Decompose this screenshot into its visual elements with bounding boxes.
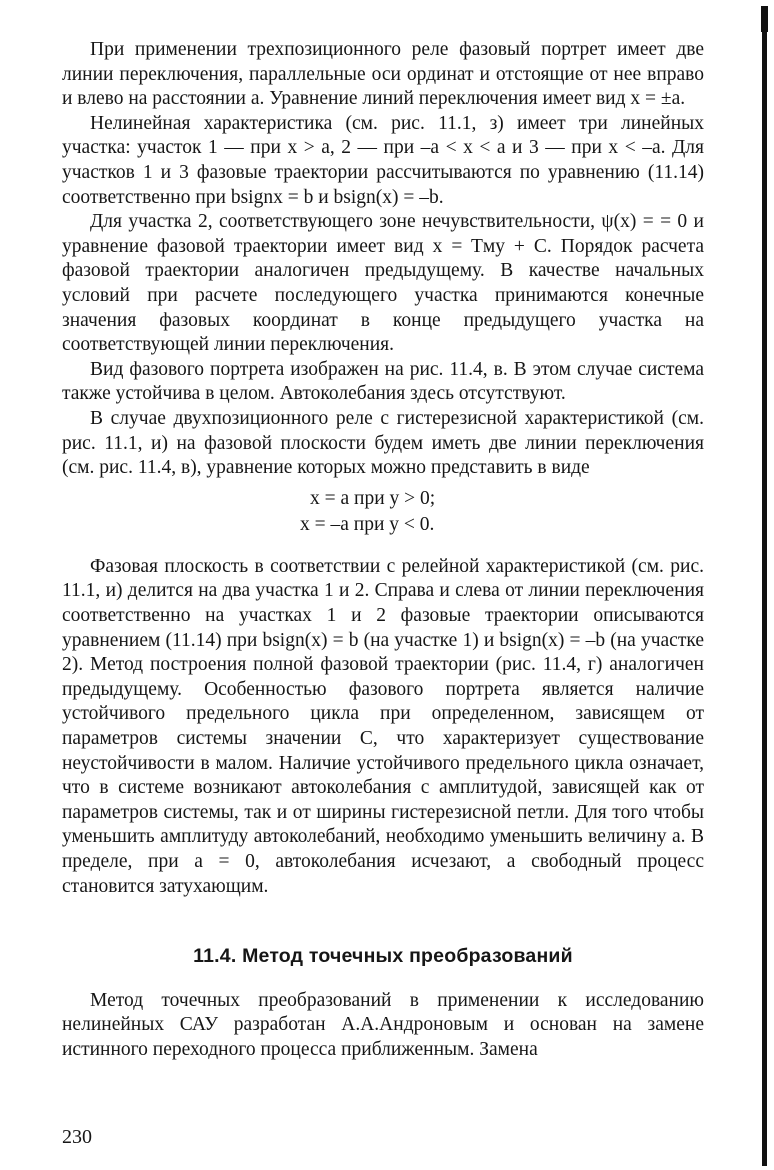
paragraph-6: Фазовая плоскость в соответствии с релейной характеристикой (см. рис. 11.1, и) делится на два участка 1 и 2. Справа и слева от линии переключения соответственно на участках 1 и 2 фазовые траектории описываются уравнением (11.14) при bsign(x) = b (на участке 1) и bsign(x) = –b (на участке 2). Метод построения полной фазовой траектории (рис. 11.4, г) аналогичен предыдущему. Особенностью фазового портрета является наличие устойчивого предельного цикла при определенном, зависящем от параметров системы значении C, что характеризует существование неустойчивости в малом. Наличие устойчивого предельного цикла означает, что в системе возникают автоколебания с амплитудой, зависящей как от параметров системы, так и от ширины гистерезисной петли. Для того чтобы уменьшить амплитуду автоколебаний, необходимо уменьшить величину a. В пределе, при a = 0, автоколебания исчезают, а свободный процесс становится затухающим. — [62, 555, 704, 897]
page-number: 230 — [62, 1126, 92, 1148]
paragraph-4: Вид фазового портрета изображен на рис. 11.4, в. В этом случае система также устойчива в целом. Автоколебания здесь отсутствуют. — [62, 358, 704, 405]
paragraph-5: В случае двухпозиционного реле с гистерезисной характеристикой (см. рис. 11.1, и) на фазовой плоскости будем иметь две линии переключения (см. рис. 11.4, в), уравнение которых можно представить в виде — [62, 407, 704, 479]
section-heading: 11.4. Метод точечных преобразований — [193, 945, 573, 968]
formula-line-1: x = a при y > 0; — [310, 487, 436, 509]
paragraph-1: При применении трехпозиционного реле фазовый портрет имеет две линии переключения, параллельные оси ординат и отстоящие от нее вправо и влево на расстоянии a. Уравнение линий переключения имеет вид x = ±a. — [62, 39, 704, 110]
paragraph-7: Метод точечных преобразований в применении к исследованию нелинейных САУ разработан А.А.Андроновым и основан на замене истинного переходного процесса приближенным. Замена — [62, 989, 704, 1060]
formula-line-2: x = –a при y < 0. — [300, 514, 435, 536]
paragraph-2: Нелинейная характеристика (см. рис. 11.1, з) имеет три линейных участка: участок 1 — при x > a, 2 — при –a < x < a и 3 — при x < –a. Для участков 1 и 3 фазовые траектории рассчитываются по уравнению (11.14) соответственно при bsignx = b и bsign(x) = –b. — [62, 112, 704, 208]
page-body — [62, 38, 704, 1063]
paragraph-3: Для участка 2, соответствующего зоне нечувствительности, ψ(x) = = 0 и уравнение фазовой траектории имеет вид x = Tмy + C. Порядок расчета фазовой траектории аналогичен предыдущему. В качестве начальных условий при расчете последующего участка принимаются конечные значения фазовых координат в конце предыдущего участка на соответствующей линии переключения. — [62, 211, 704, 356]
page-edge-bar — [762, 6, 767, 1166]
